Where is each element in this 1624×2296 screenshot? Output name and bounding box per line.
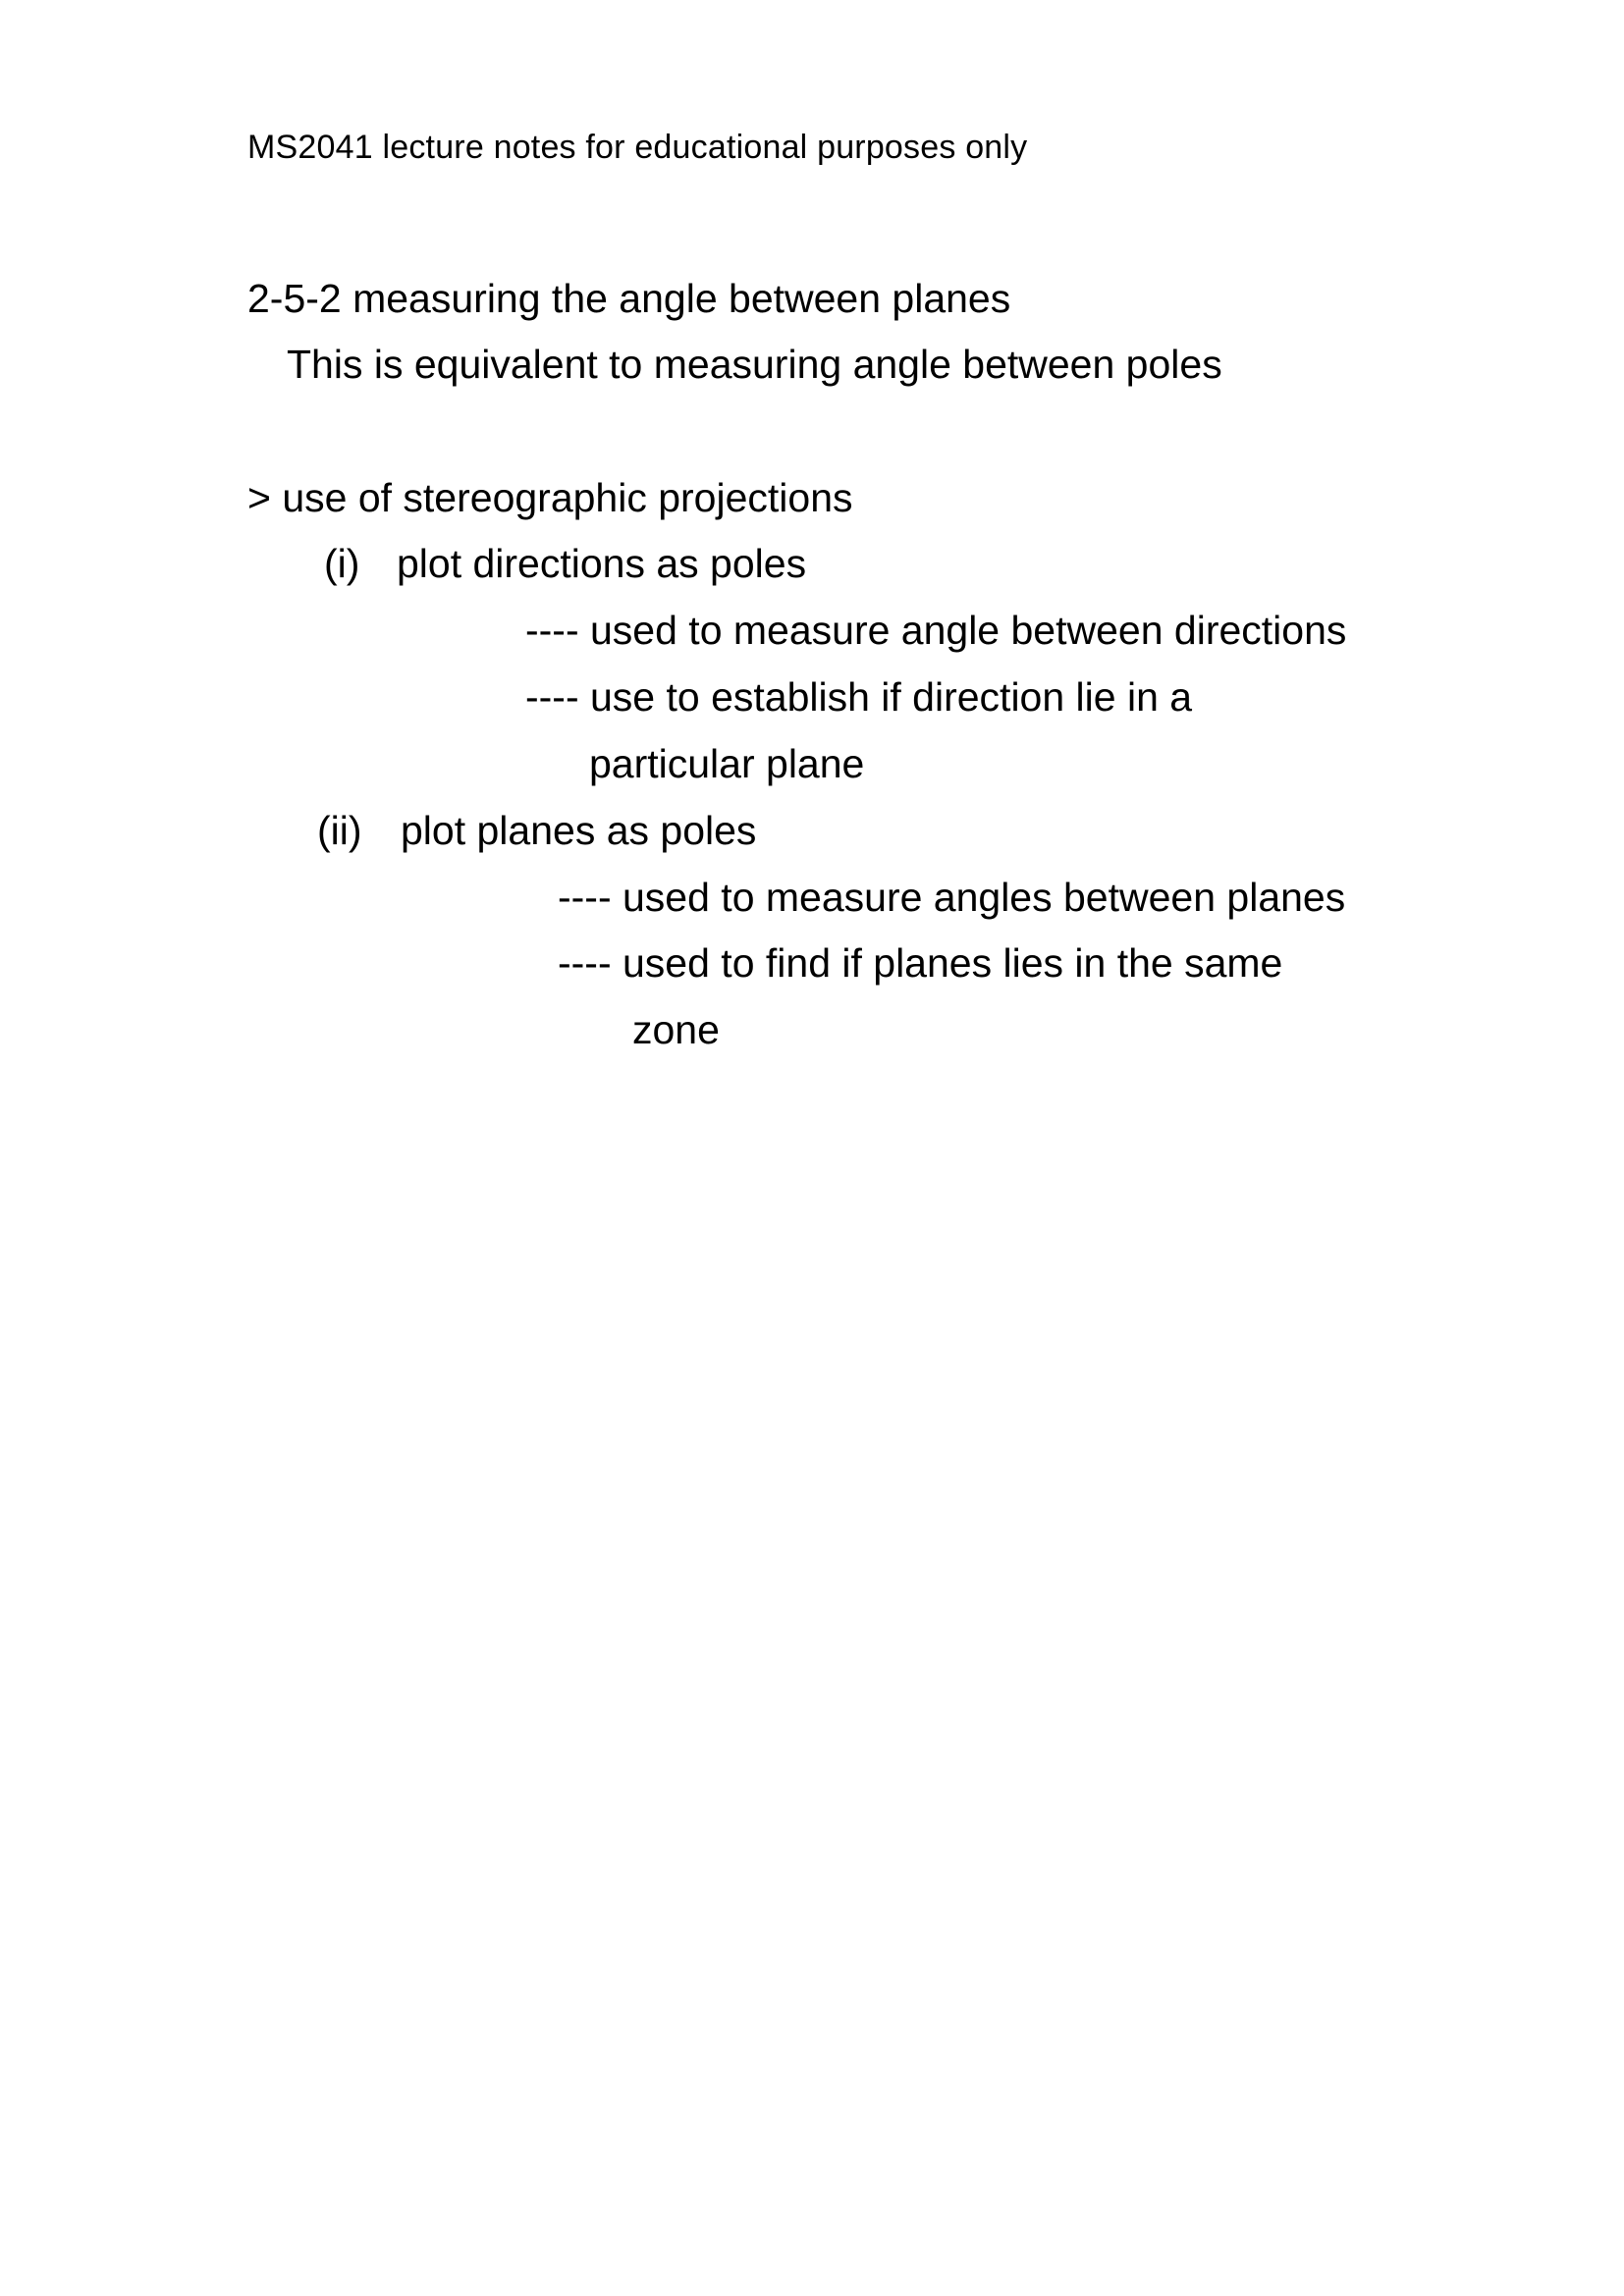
- item-point-continuation: zone: [632, 1007, 720, 1052]
- item-point-continuation: particular plane: [589, 741, 865, 786]
- section-subheading: This is equivalent to measuring angle between poles: [287, 342, 1222, 387]
- item-point: ---- used to measure angles between planes: [558, 875, 1346, 920]
- item-marker: (ii): [317, 808, 362, 853]
- item-point: ---- used to find if planes lies in the same: [558, 940, 1283, 986]
- section-heading: 2-5-2 measuring the angle between planes: [247, 276, 1011, 321]
- item-title: plot directions as poles: [397, 541, 807, 586]
- item-point: ---- use to establish if direction lie in a: [525, 674, 1193, 720]
- running-header: MS2041 lecture notes for educational purposes only: [247, 129, 1028, 166]
- stereo-intro: > use of stereographic projections: [247, 475, 853, 520]
- item-marker: (i): [324, 541, 360, 586]
- item-title: plot planes as poles: [401, 808, 757, 853]
- item-point: ---- used to measure angle between directions: [525, 608, 1347, 653]
